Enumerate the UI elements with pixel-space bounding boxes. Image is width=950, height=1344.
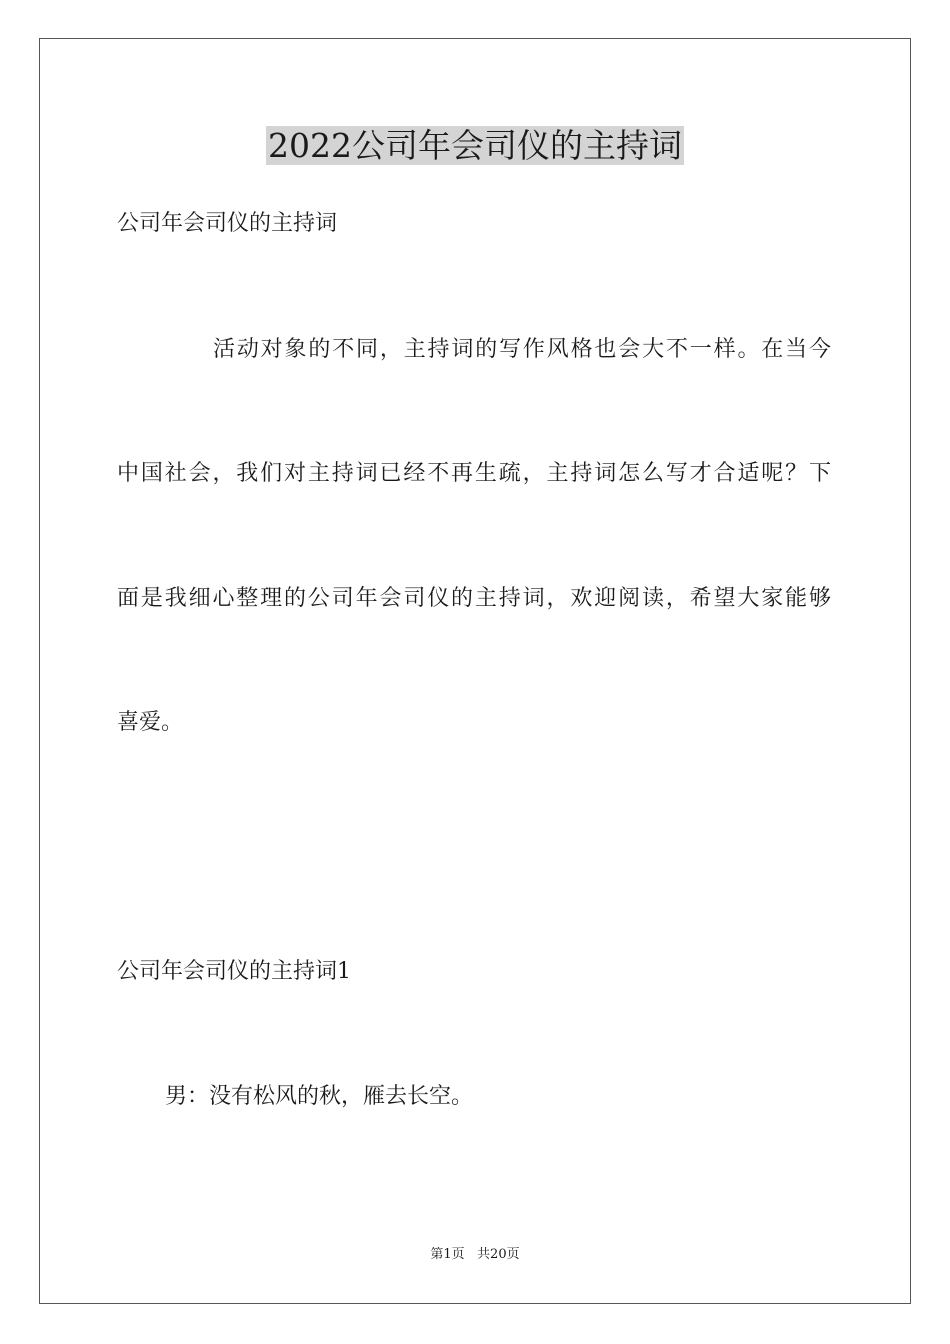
page-footer: 第1页 共20页	[430, 1247, 520, 1262]
document-subtitle: 公司年会司仪的主持词	[117, 211, 338, 236]
intro-line-4: 喜爱。	[117, 710, 184, 735]
document-title-text: 2022公司年会司仪的主持词	[268, 126, 682, 165]
document-title	[0, 124, 950, 168]
intro-line-1: 活动对象的不同，主持词的写作风格也会大不一样。在当今	[213, 337, 831, 362]
section-heading: 公司年会司仪的主持词1	[117, 959, 351, 984]
dialogue-line: 男：没有松风的秋，雁去长空。	[165, 1084, 474, 1109]
intro-line-3: 面是我细心整理的公司年会司仪的主持词，欢迎阅读，希望大家能够	[117, 586, 831, 611]
intro-line-2: 中国社会，我们对主持词已经不再生疏，主持词怎么写才合适呢？下	[117, 461, 831, 486]
